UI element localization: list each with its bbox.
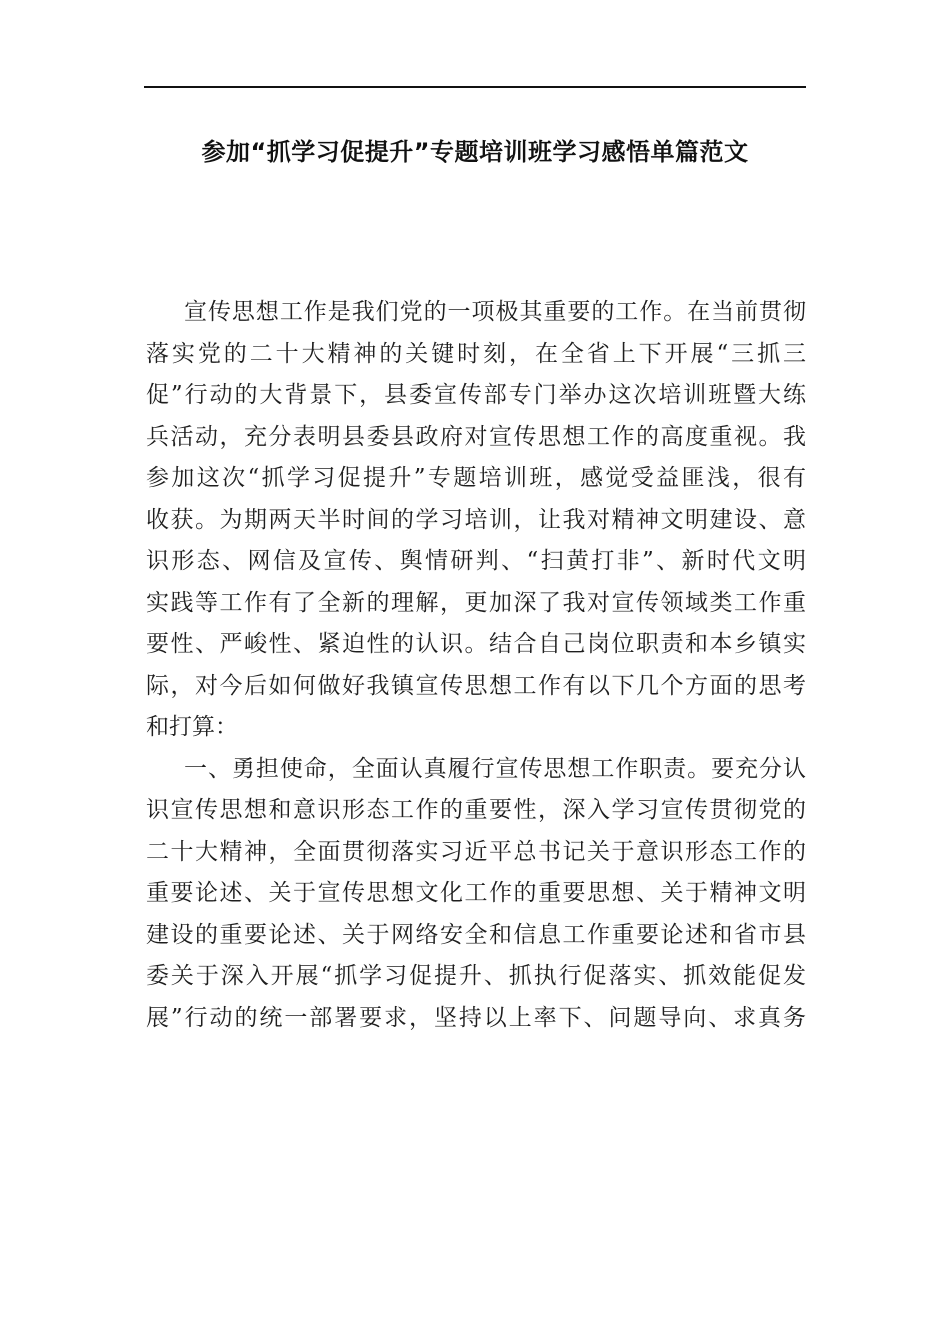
paragraph-line: 实践等工作有了全新的理解，更加深了我对宣传领域类工作重 — [146, 589, 806, 616]
paragraph-line: 参加这次“抓学习促提升”专题培训班，感觉受益匪浅，很有 — [146, 465, 806, 491]
paragraph-line: 二十大精神，全面贯彻落实习近平总书记关于意识形态工作的 — [146, 838, 806, 865]
header-rule — [144, 86, 806, 88]
paragraph-line: 识形态、网信及宣传、舆情研判、“扫黄打非”、新时代文明 — [146, 548, 806, 574]
paragraph-section-one — [146, 749, 806, 1040]
paragraph-intro — [146, 292, 806, 749]
paragraph-line: 际，对今后如何做好我镇宣传思想工作有以下几个方面的思考 — [146, 672, 806, 699]
paragraph-line: 展”行动的统一部署要求，坚持以上率下、问题导向、求真务 — [146, 1004, 806, 1031]
document-body — [146, 292, 806, 1039]
paragraph-line: 落实党的二十大精神的关键时刻，在全省上下开展“三抓三 — [146, 340, 806, 367]
paragraph-line: 收获。为期两天半时间的学习培训，让我对精神文明建设、意 — [146, 506, 806, 533]
paragraph-line: 委关于深入开展“抓学习促提升、抓执行促落实、抓效能促发 — [146, 963, 806, 989]
paragraph-line: 促”行动的大背景下，县委宣传部专门举办这次培训班暨大练 — [146, 382, 806, 408]
document-title: 参加“抓学习促提升”专题培训班学习感悟单篇范文 — [201, 138, 749, 166]
paragraph-line: 兵活动，充分表明县委县政府对宣传思想工作的高度重视。我 — [146, 423, 806, 450]
paragraph-line: 重要论述、关于宣传思想文化工作的重要思想、关于精神文明 — [146, 880, 806, 906]
paragraph-line: 建设的重要论述、关于网络安全和信息工作重要论述和省市县 — [146, 921, 806, 948]
paragraph-line: 识宣传思想和意识形态工作的重要性，深入学习宣传贯彻党的 — [146, 797, 806, 823]
paragraph-line: 和打算： — [146, 714, 238, 740]
paragraph-line: 宣传思想工作是我们党的一项极其重要的工作。在当前贯彻 — [184, 299, 806, 325]
paragraph-line: 要性、严峻性、紧迫性的认识。结合自己岗位职责和本乡镇实 — [146, 631, 806, 657]
paragraph-line: 一、勇担使命，全面认真履行宣传思想工作职责。要充分认 — [184, 755, 806, 782]
